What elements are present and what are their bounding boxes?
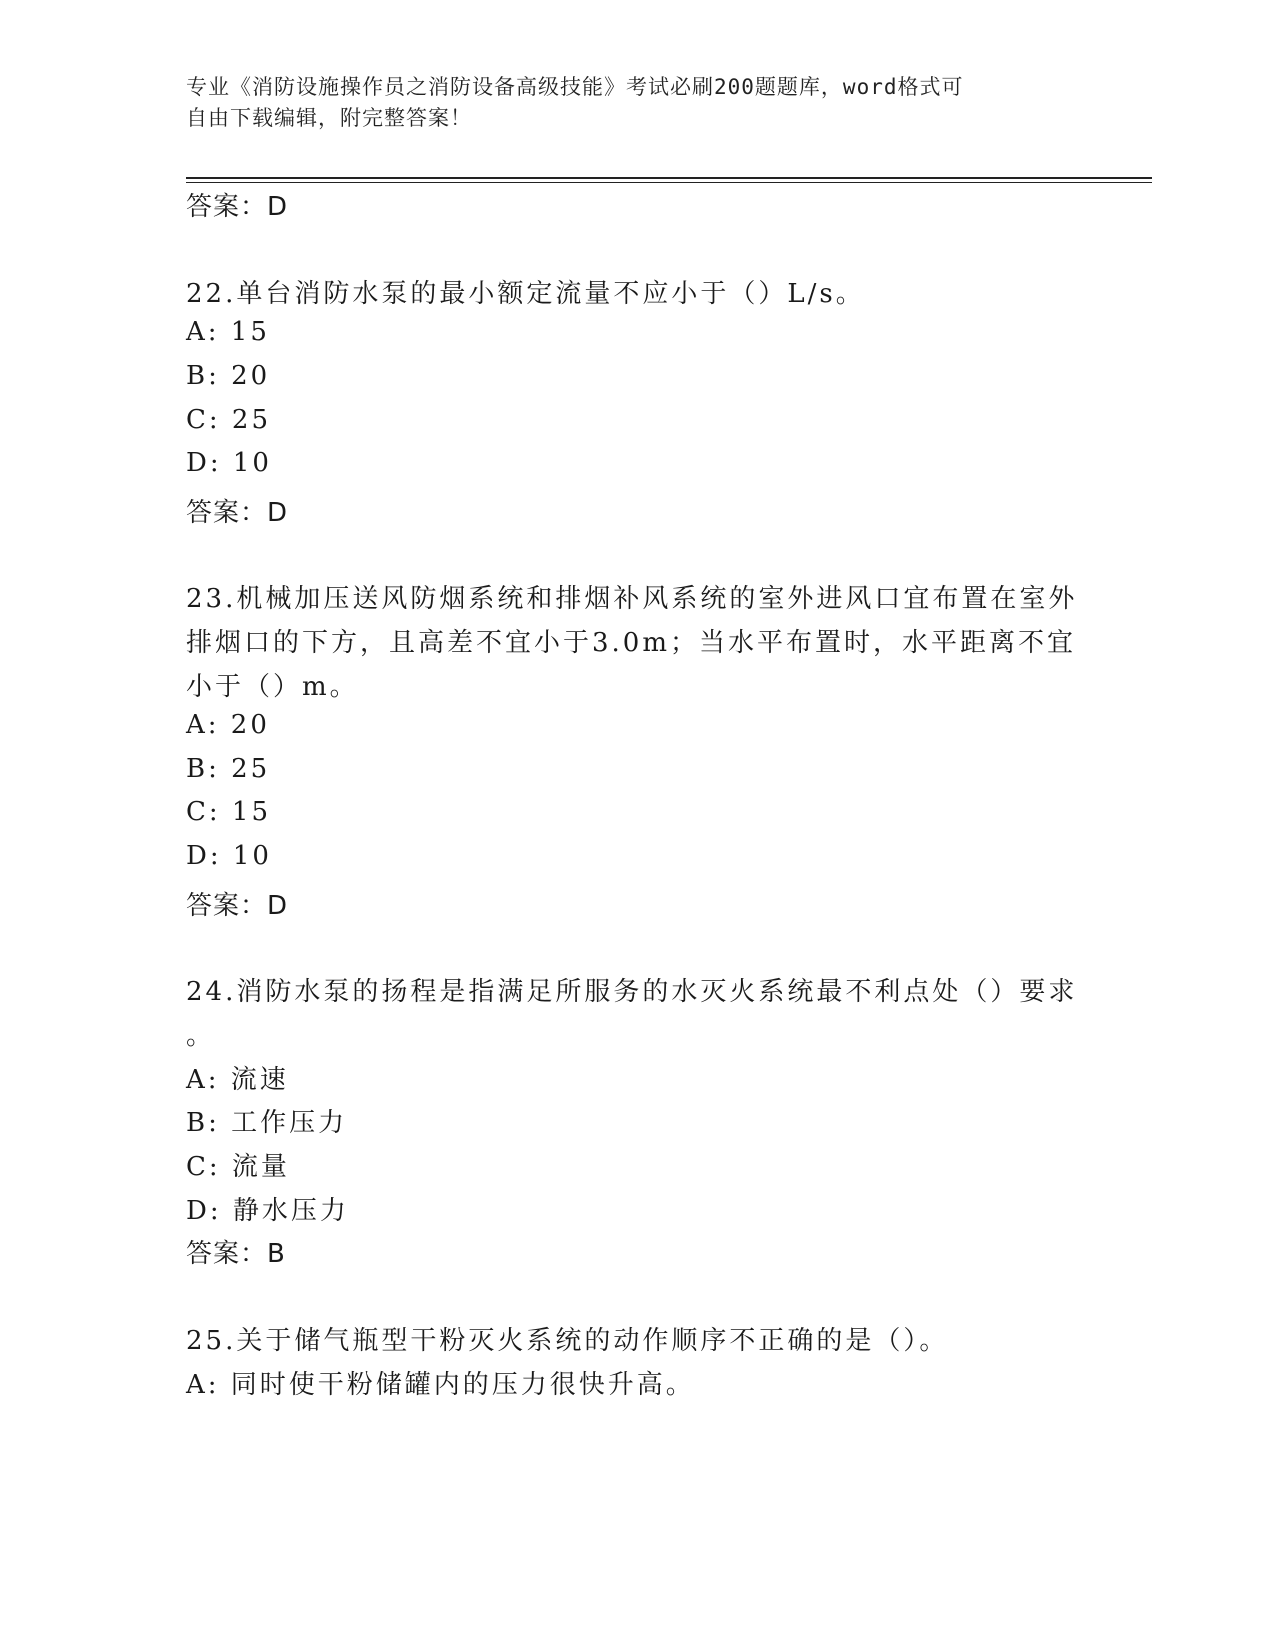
document-header bbox=[186, 72, 1066, 134]
question-24-text-line-2: 。 bbox=[186, 1021, 216, 1051]
question-23-option-b: B: 25 bbox=[186, 754, 271, 784]
question-23-option-a: A: 20 bbox=[186, 710, 270, 740]
question-25-option-a: A: 同时使干粉储罐内的压力很快升高。 bbox=[186, 1370, 695, 1400]
question-23-option-c: C: 15 bbox=[186, 797, 272, 827]
question-24-option-d: D: 静水压力 bbox=[186, 1196, 349, 1226]
answer-previous: 答案：D bbox=[186, 192, 289, 222]
question-24-answer: 答案：B bbox=[186, 1239, 286, 1269]
question-22-text: 22.单台消防水泵的最小额定流量不应小于（）L/s。 bbox=[186, 279, 865, 309]
header-line-2: 自由下载编辑，附完整答案！ bbox=[186, 106, 472, 130]
question-22-option-c: C: 25 bbox=[186, 405, 272, 435]
question-24-option-b: B: 工作压力 bbox=[186, 1108, 348, 1138]
header-divider-thick bbox=[186, 177, 1152, 179]
question-24-option-c: C: 流量 bbox=[186, 1152, 290, 1182]
question-22-answer: 答案：D bbox=[186, 498, 289, 528]
question-22-option-b: B: 20 bbox=[186, 361, 271, 391]
question-24-text-line-1: 24.消防水泵的扬程是指满足所服务的水灭火系统最不利点处（）要求 bbox=[186, 977, 1078, 1007]
question-23-answer: 答案：D bbox=[186, 891, 289, 921]
question-23-text-line-3: 小于（）m。 bbox=[186, 672, 359, 702]
question-24-option-a: A: 流速 bbox=[186, 1065, 289, 1095]
header-line-1: 专业《消防设施操作员之消防设备高级技能》考试必刷200题题库，word格式可 bbox=[186, 75, 964, 99]
question-23-text-line-2: 排烟口的下方，且高差不宜小于3.0m；当水平布置时，水平距离不宜 bbox=[186, 628, 1077, 658]
header-divider-thin bbox=[186, 182, 1152, 183]
question-22-option-a: A: 15 bbox=[186, 317, 270, 347]
question-23-text-line-1: 23.机械加压送风防烟系统和排烟补风系统的室外进风口宜布置在室外 bbox=[186, 584, 1078, 614]
question-25-text: 25.关于储气瓶型干粉灭火系统的动作顺序不正确的是（）。 bbox=[186, 1326, 949, 1356]
question-23-option-d: D: 10 bbox=[186, 841, 272, 871]
question-22-option-d: D: 10 bbox=[186, 448, 272, 478]
